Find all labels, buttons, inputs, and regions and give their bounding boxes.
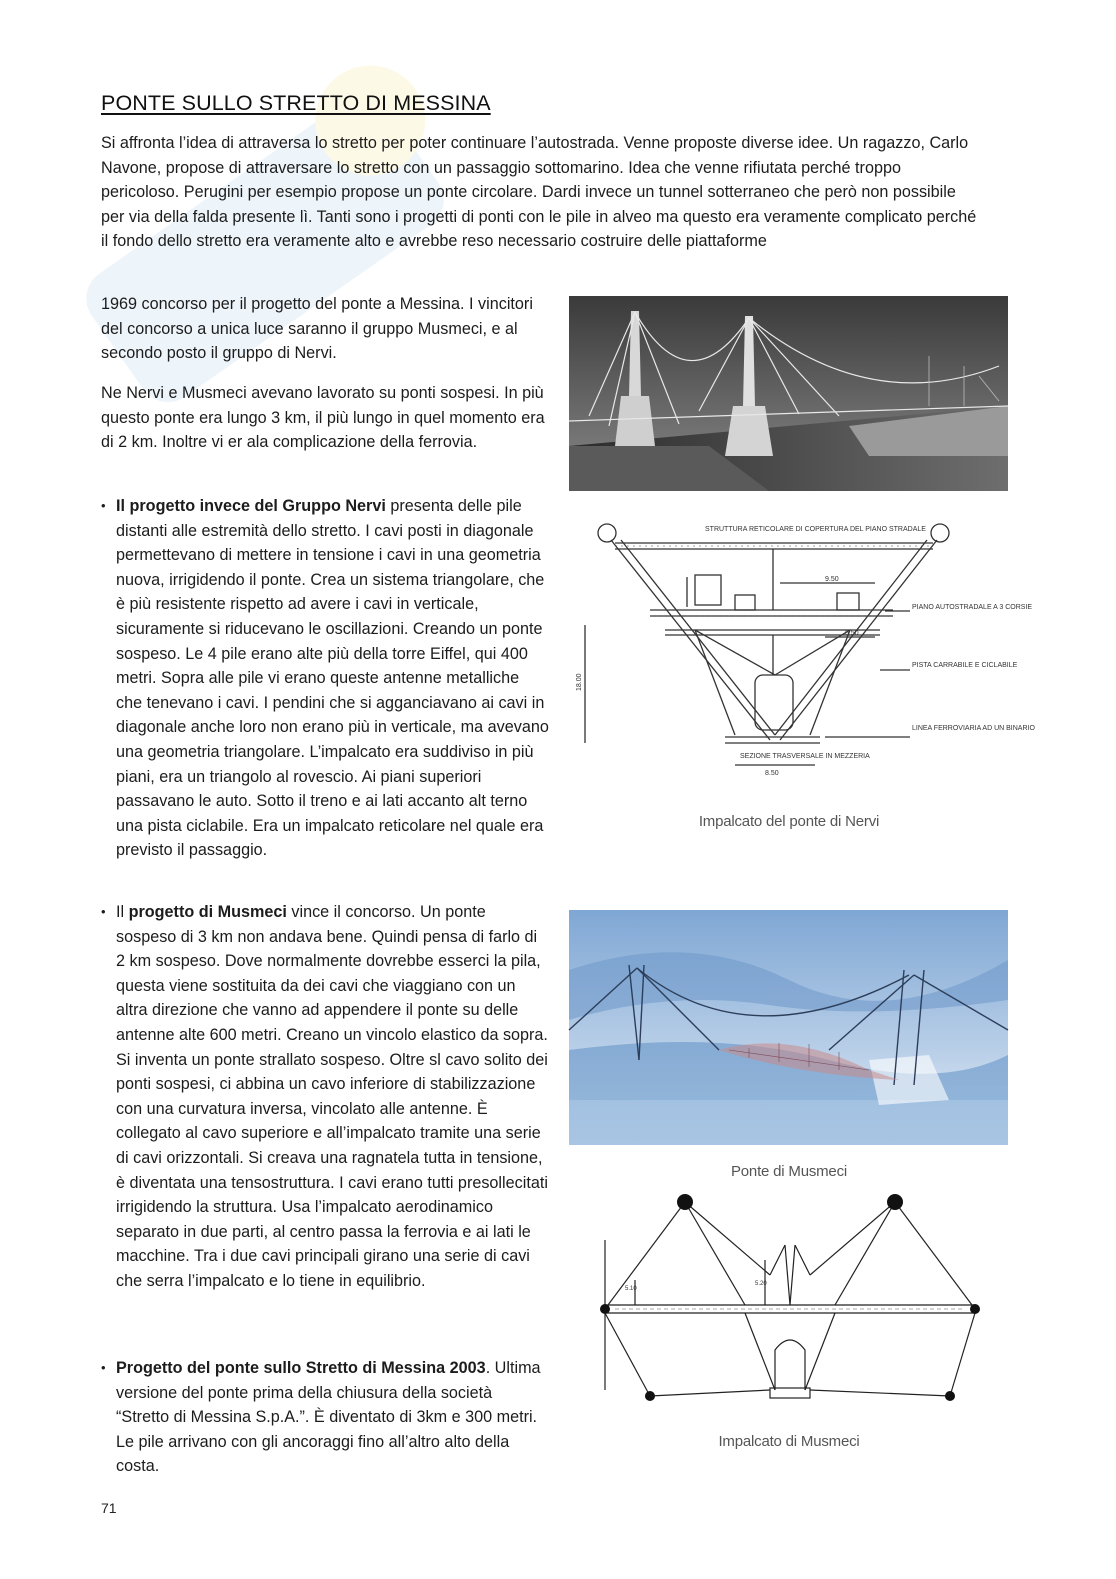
nervi-label-road: PIANO AUTOSTRADALE A 3 CORSIE: [912, 604, 1033, 611]
paragraph-concorso-text: 1969 concorso per il progetto del ponte a Messina. I vincitori del concorso a unica luce saranno il gruppo Musmeci, e al secondo posto il gruppo di Nervi.: [101, 295, 533, 363]
paragraph-sospesi-text: Ne Nervi e Musmeci avevano lavorato su ponti sospesi. In più questo ponte era lungo 3 km, il più lungo in quel momento era di 2 km. Inoltre vi er ala complicazione della ferrovia.: [101, 384, 545, 452]
bullet-marker: •: [101, 498, 106, 513]
caption-musmeci-section: Impalcato di Musmeci: [718, 1433, 860, 1450]
nervi-dim-950: 9.50: [825, 576, 839, 583]
bullet-marker: •: [101, 1360, 106, 1375]
nervi-dim-650: 6.50: [845, 630, 859, 637]
bullet-musmeci-body: vince il concorso. Un ponte sospeso di 3 km non andava bene. Quindi pensa di farlo di 2 km sospeso. Dove normalmente dovrebbe esserci la pila, questa viene sostituita da dei cavi che viaggiano con un altra direzione che vanno ad appendere il ponte su delle antenne alte 600 metri. Creano un vincolo elastico da sopra. Si inventa un ponte strallato sospeso. Oltre sl cavo solito dei ponti sospesi, ci abbina un cavo inferiore di stabilizzazione con una curvatura inversa, vincolato alle antenne. È collegato al cavo superiore e all’impalcato tramite una serie di cavi orizzontali. Si creava una ragnatela tutta in tensione, è diventata una tensostruttura. I cavi erano tutti presollecitati irrigidendo la struttura. Usa l’impalcato aerodinamico separato in due parti, al centro passa la ferrovia e ai lati le macchine. Tra i due cavi principali girano una serie di cavi che serra l’impalcato e lo tiene in equilibrio.: [116, 903, 548, 1290]
musmeci-dim-520: 5.20: [755, 1281, 767, 1287]
musmeci-dim-510: 5.10: [625, 1286, 637, 1292]
bullet-musmeci-bold: progetto di Musmeci: [128, 903, 287, 921]
bullet-nervi-body: presenta delle pile distanti alle estremità dello stretto. I cavi posti in diagonale permettevano di mettere in tensione i cavi in una geometria nuova, irrigidendo il ponte. Crea un sistema triangolare, che è più resistente rispetto ad avere i cavi in verticale, sicuramente si riducevano le oscillazioni. Creando un ponte sospeso. Le 4 pile erano alte più della torre Eiffel, qui 400 metri. Sopra alle pile vi erano queste antenne metalliche che tenevano i cavi. I pendini che si agganciavano ai cavi in diagonale anche loro non erano più in verticale, ma avevano una geometria triangolare. L’impalcato era suddiviso in più piani, era un triangolo al rovescio. Ai piani superiori passavano le auto. Sotto il treno e ai lati accanto alt terno una pista ciclabile. Era un impalcato reticolare nel quale era previsto il passaggio.: [116, 497, 549, 860]
bullet-musmeci: [101, 900, 549, 1294]
nervi-dim-850: 8.50: [765, 770, 779, 777]
nervi-label-rail: LINEA FERROVIARIA AD UN BINARIO: [912, 725, 1035, 732]
musmeci-section-drawing: [575, 1190, 1005, 1410]
bullet-2003: [101, 1356, 549, 1479]
page-title: PONTE SULLO STRETTO DI MESSINA: [101, 91, 491, 115]
nervi-label-top: STRUTTURA RETICOLARE DI COPERTURA DEL PIANO STRADALE: [705, 526, 926, 533]
musmeci-render: [569, 910, 1008, 1145]
caption-musmeci-render: Ponte di Musmeci: [730, 1163, 848, 1180]
nervi-label-bike: PISTA CARRABILE E CICLABILE: [912, 662, 1018, 669]
caption-nervi-section: Impalcato del ponte di Nervi: [698, 813, 880, 830]
nervi-dim-1800: 18.00: [576, 673, 583, 691]
page-number: 71: [101, 1500, 117, 1516]
bullet-marker: •: [101, 904, 106, 919]
nervi-section-drawing: [575, 515, 1035, 790]
bullet-nervi-text: [116, 494, 549, 863]
bullet-nervi: [101, 494, 549, 863]
intro-paragraph: Si affronta l’idea di attraversa lo stretto per poter continuare l’autostrada. Venne proposte diverse idee. Un ragazzo, Carlo Navone, propose di attraversare lo stretto con un passaggio sottomarino. Idea che venne rifiutata perché troppo pericoloso. Perugini per esempio propose un ponte circolare. Dardi invece un tunnel sotterraneo che però non possibile per via della falda presente lì. Tanti sono i progetti di ponti con le pile in alveo ma questo era veramente complicato perché il fondo dello stretto era veramente alto e avrebbe reso necessario costruire delle piattaforme: [101, 134, 977, 251]
bullet-2003-text: [116, 1356, 549, 1479]
nervi-label-section: SEZIONE TRASVERSALE IN MEZZERIA: [740, 753, 870, 760]
bullet-nervi-bold: Il progetto invece del Gruppo Nervi: [116, 497, 386, 515]
bullet-2003-bold: Progetto del ponte sullo Stretto di Messina 2003: [116, 1359, 486, 1377]
bullet-musmeci-text: [116, 900, 549, 1294]
paragraph-sospesi: [101, 381, 549, 455]
bullet-2003-body: . Ultima versione del ponte prima della chiusura della società “Stretto di Messina S.p.A.”. È diventato di 3km e 300 metri. Le pile arrivano con gli ancoraggi fino all’altro alto della costa.: [116, 1359, 541, 1476]
bullet-musmeci-lead: Il: [116, 903, 129, 921]
nervi-model-photo: [569, 296, 1008, 491]
paragraph-concorso: [101, 292, 549, 366]
